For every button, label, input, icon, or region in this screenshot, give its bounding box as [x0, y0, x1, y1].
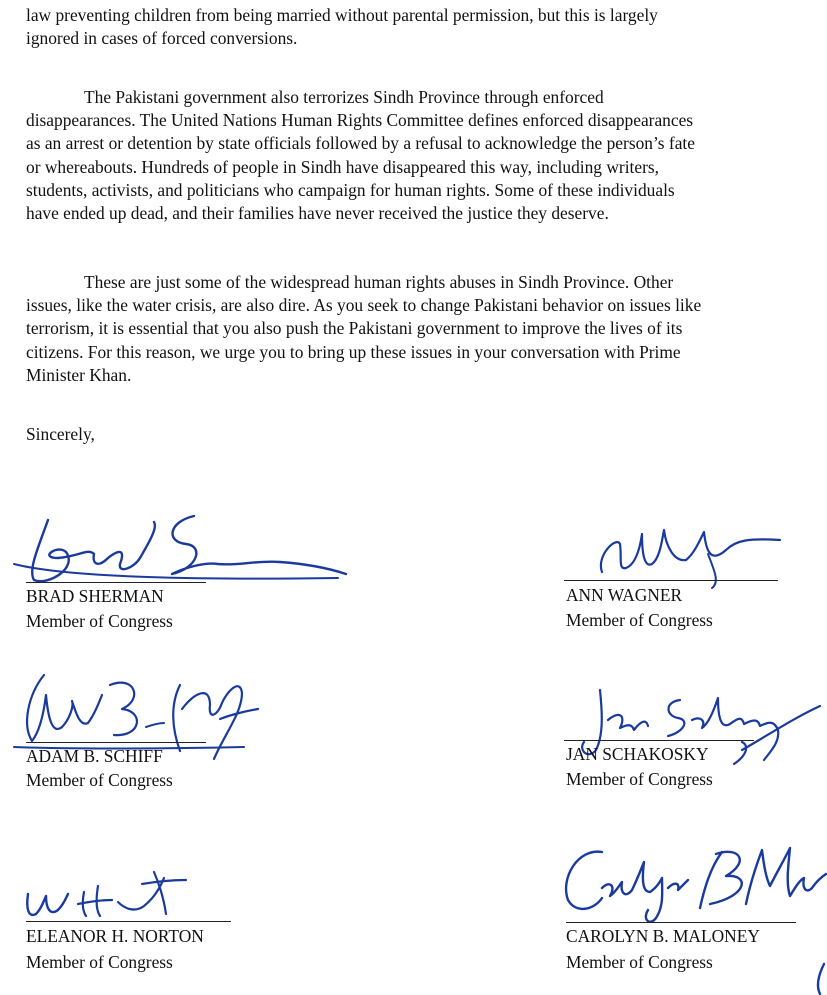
- handwritten-signature-wagner: [590, 510, 790, 590]
- paragraph-line: issues, like the water crisis, are also dire. As you seek to change Pakistani behavior on issues like: [26, 295, 702, 316]
- handwritten-signature-sherman: [8, 508, 348, 588]
- paragraph-line: Minister Khan.: [26, 364, 132, 385]
- paragraph-line: as an arrest or detention by state officials followed by a refusal to acknowledge the person’s fate: [26, 133, 695, 154]
- signature-line: [26, 742, 206, 743]
- paragraph-line: students, activists, and politicians who campaign for human rights. Some of these individuals: [26, 179, 675, 200]
- paragraph-3: [26, 271, 796, 387]
- paragraph-2: [26, 86, 796, 225]
- signature-line: [566, 922, 796, 923]
- paragraph-line: law preventing children from being married without parental permission, but this is largely: [26, 5, 658, 25]
- signatory-title: Member of Congress: [26, 611, 173, 631]
- paragraph-1: [26, 4, 796, 50]
- signatory-name: ADAM B. SCHIFF: [26, 746, 163, 766]
- signatory-name: JAN SCHAKOSKY: [566, 744, 709, 764]
- paragraph-line: citizens. For this reason, we urge you to bring up these issues in your conversation with Prime: [26, 341, 681, 362]
- signature-line: [26, 582, 206, 583]
- paragraph-line: ignored in cases of forced conversions.: [26, 28, 298, 49]
- signatory-title: Member of Congress: [26, 770, 173, 790]
- paragraph-line: or whereabouts. Hundreds of people in Sindh have disappeared this way, including writers,: [26, 156, 659, 177]
- signatory-name: ANN WAGNER: [566, 585, 683, 605]
- signatory-title: Member of Congress: [26, 952, 173, 972]
- handwritten-signature-maloney: [550, 838, 827, 930]
- signatory-name: CAROLYN B. MALONEY: [566, 926, 760, 946]
- paragraph-line: terrorism, it is essential that you also push the Pakistani government to improve the lives of its: [26, 318, 683, 339]
- paragraph-line: The Pakistani government also terrorizes Sindh Province through enforced: [84, 87, 604, 107]
- closing-salutation: Sincerely,: [26, 424, 95, 444]
- signatory-name: ELEANOR H. NORTON: [26, 926, 204, 946]
- paragraph-line: have ended up dead, and their families have never received the justice they deserve.: [26, 203, 609, 224]
- signature-line: [564, 580, 778, 581]
- handwritten-signature-norton: [14, 868, 204, 928]
- ink-stroke-fragment: [808, 962, 827, 995]
- signatory-title: Member of Congress: [566, 952, 713, 972]
- signature-line: [564, 740, 754, 741]
- signatory-title: Member of Congress: [566, 769, 713, 789]
- paragraph-line: These are just some of the widespread human rights abuses in Sindh Province. Other: [84, 272, 674, 292]
- paragraph-line: disappearances. The United Nations Human Rights Committee defines enforced disappearances: [26, 110, 694, 131]
- signature-line: [26, 921, 231, 922]
- signatory-title: Member of Congress: [566, 610, 713, 630]
- signatory-name: BRAD SHERMAN: [26, 586, 164, 606]
